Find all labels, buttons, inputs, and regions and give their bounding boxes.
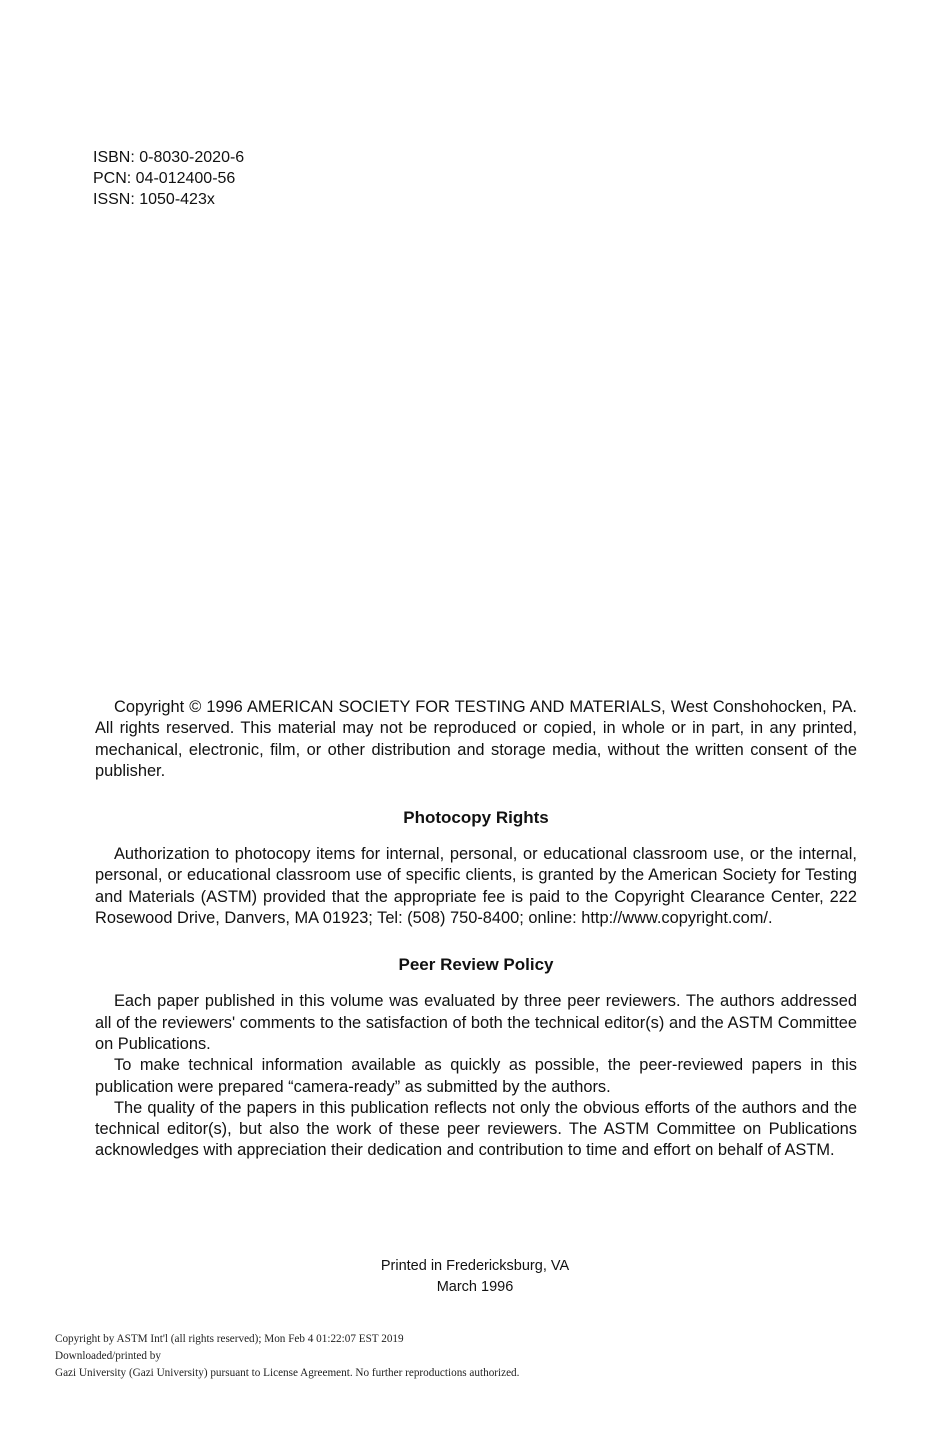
footer-copyright-line: Copyright by ASTM Int'l (all rights reserved); Mon Feb 4 01:22:07 EST 2019: [55, 1333, 404, 1345]
download-watermark-footer: [55, 1331, 519, 1382]
peer-review-paragraph-2: To make technical information available as quickly as possible, the peer-reviewed papers in this publication were prepared “camera-ready” as submitted by the authors.: [95, 1056, 857, 1096]
issn-line: ISSN: 1050-423x: [93, 191, 215, 208]
photocopy-rights-text: Authorization to photocopy items for internal, personal, or educational classroom use, or the internal, personal, or educational classroom use of specific clients, is granted by the American Society for Testing and Materials (ASTM) provided that the appropriate fee is paid to the Copyright Clearance Center, 222 Rosewood Drive, Danvers, MA 01923; Tel: (508) 750-8400; online: http://www.copyright.com/.: [95, 845, 857, 928]
printed-in-location: Printed in Fredericksburg, VA: [380, 1258, 570, 1274]
pcn-line: PCN: 04-012400-56: [93, 170, 236, 187]
printing-date: March 1996: [436, 1279, 514, 1295]
isbn-line: ISBN: 0-8030-2020-6: [93, 149, 245, 166]
printing-imprint: [0, 1256, 950, 1298]
copyright-notice: Copyright © 1996 AMERICAN SOCIETY FOR TESTING AND MATERIALS, West Conshohocken, PA. All rights reserved. This material may not be reproduced or copied, in whole or in part, in any printed, mechanical, electronic, film, or other distribution and storage media, without the written consent of the publisher.: [95, 698, 857, 780]
copyright-page-body: [95, 697, 857, 1162]
photocopy-rights-heading: Photocopy Rights: [403, 808, 549, 828]
footer-license-line: Gazi University (Gazi University) pursuant to License Agreement. No further reproductions authorized.: [55, 1367, 520, 1379]
footer-downloaded-line: Downloaded/printed by: [55, 1350, 161, 1362]
peer-review-heading: Peer Review Policy: [398, 955, 554, 975]
peer-review-paragraph-1: Each paper published in this volume was evaluated by three peer reviewers. The authors addressed all of the reviewers' comments to the satisfaction of both the technical editor(s) and the ASTM Committee on Publications.: [95, 992, 857, 1053]
peer-review-paragraph-3: The quality of the papers in this publication reflects not only the obvious efforts of the authors and the technical editor(s), but also the work of these peer reviewers. The ASTM Committee on Publications acknowledges with appreciation their dedication and contribution to time and effort on behalf of ASTM.: [95, 1098, 857, 1160]
identifier-block: [93, 147, 244, 210]
